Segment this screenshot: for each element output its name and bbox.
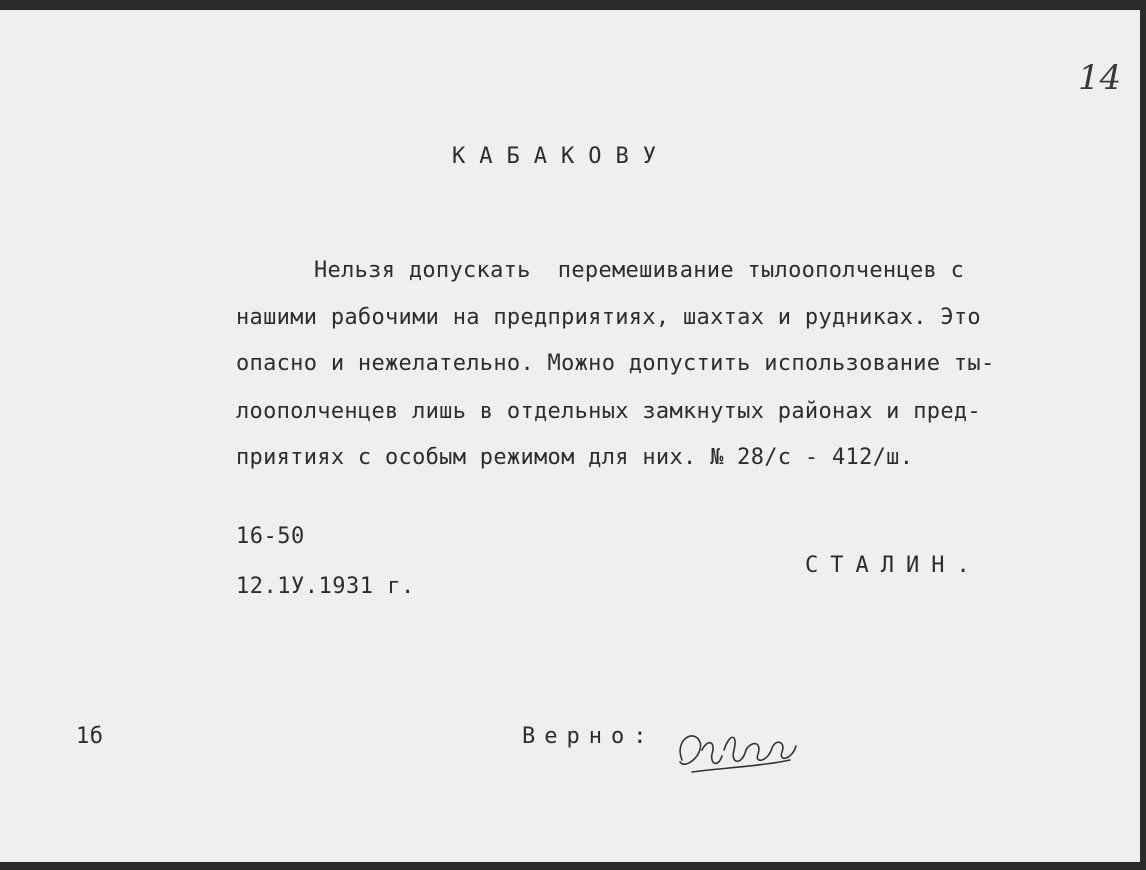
body-line: опасно и нежелательно. Можно допустить использование ты- — [236, 351, 995, 376]
body-line: Нельзя допускать перемешивание тылоополченцев с — [314, 258, 965, 283]
folio-number: 14 — [1078, 58, 1122, 98]
body-line: приятиях с особым режимом для них. № 28/с - 412/ш. — [236, 445, 914, 470]
body-line: лоополченцев лишь в отдельных замкнутых районах и пред- — [236, 399, 981, 424]
body-line: нашими рабочими на предприятиях, шахтах и рудниках. Это — [236, 305, 981, 330]
certifier-signature — [672, 720, 802, 780]
signatory-name: СТАЛИН. — [805, 553, 982, 578]
leaf-number: 1б — [76, 724, 104, 749]
document-date: 12.1У.1931 г. — [236, 574, 415, 599]
certified-label: Верно: — [522, 724, 656, 749]
document-code: 16-50 — [236, 524, 305, 549]
document-heading: КАБАКОВУ — [452, 144, 670, 169]
